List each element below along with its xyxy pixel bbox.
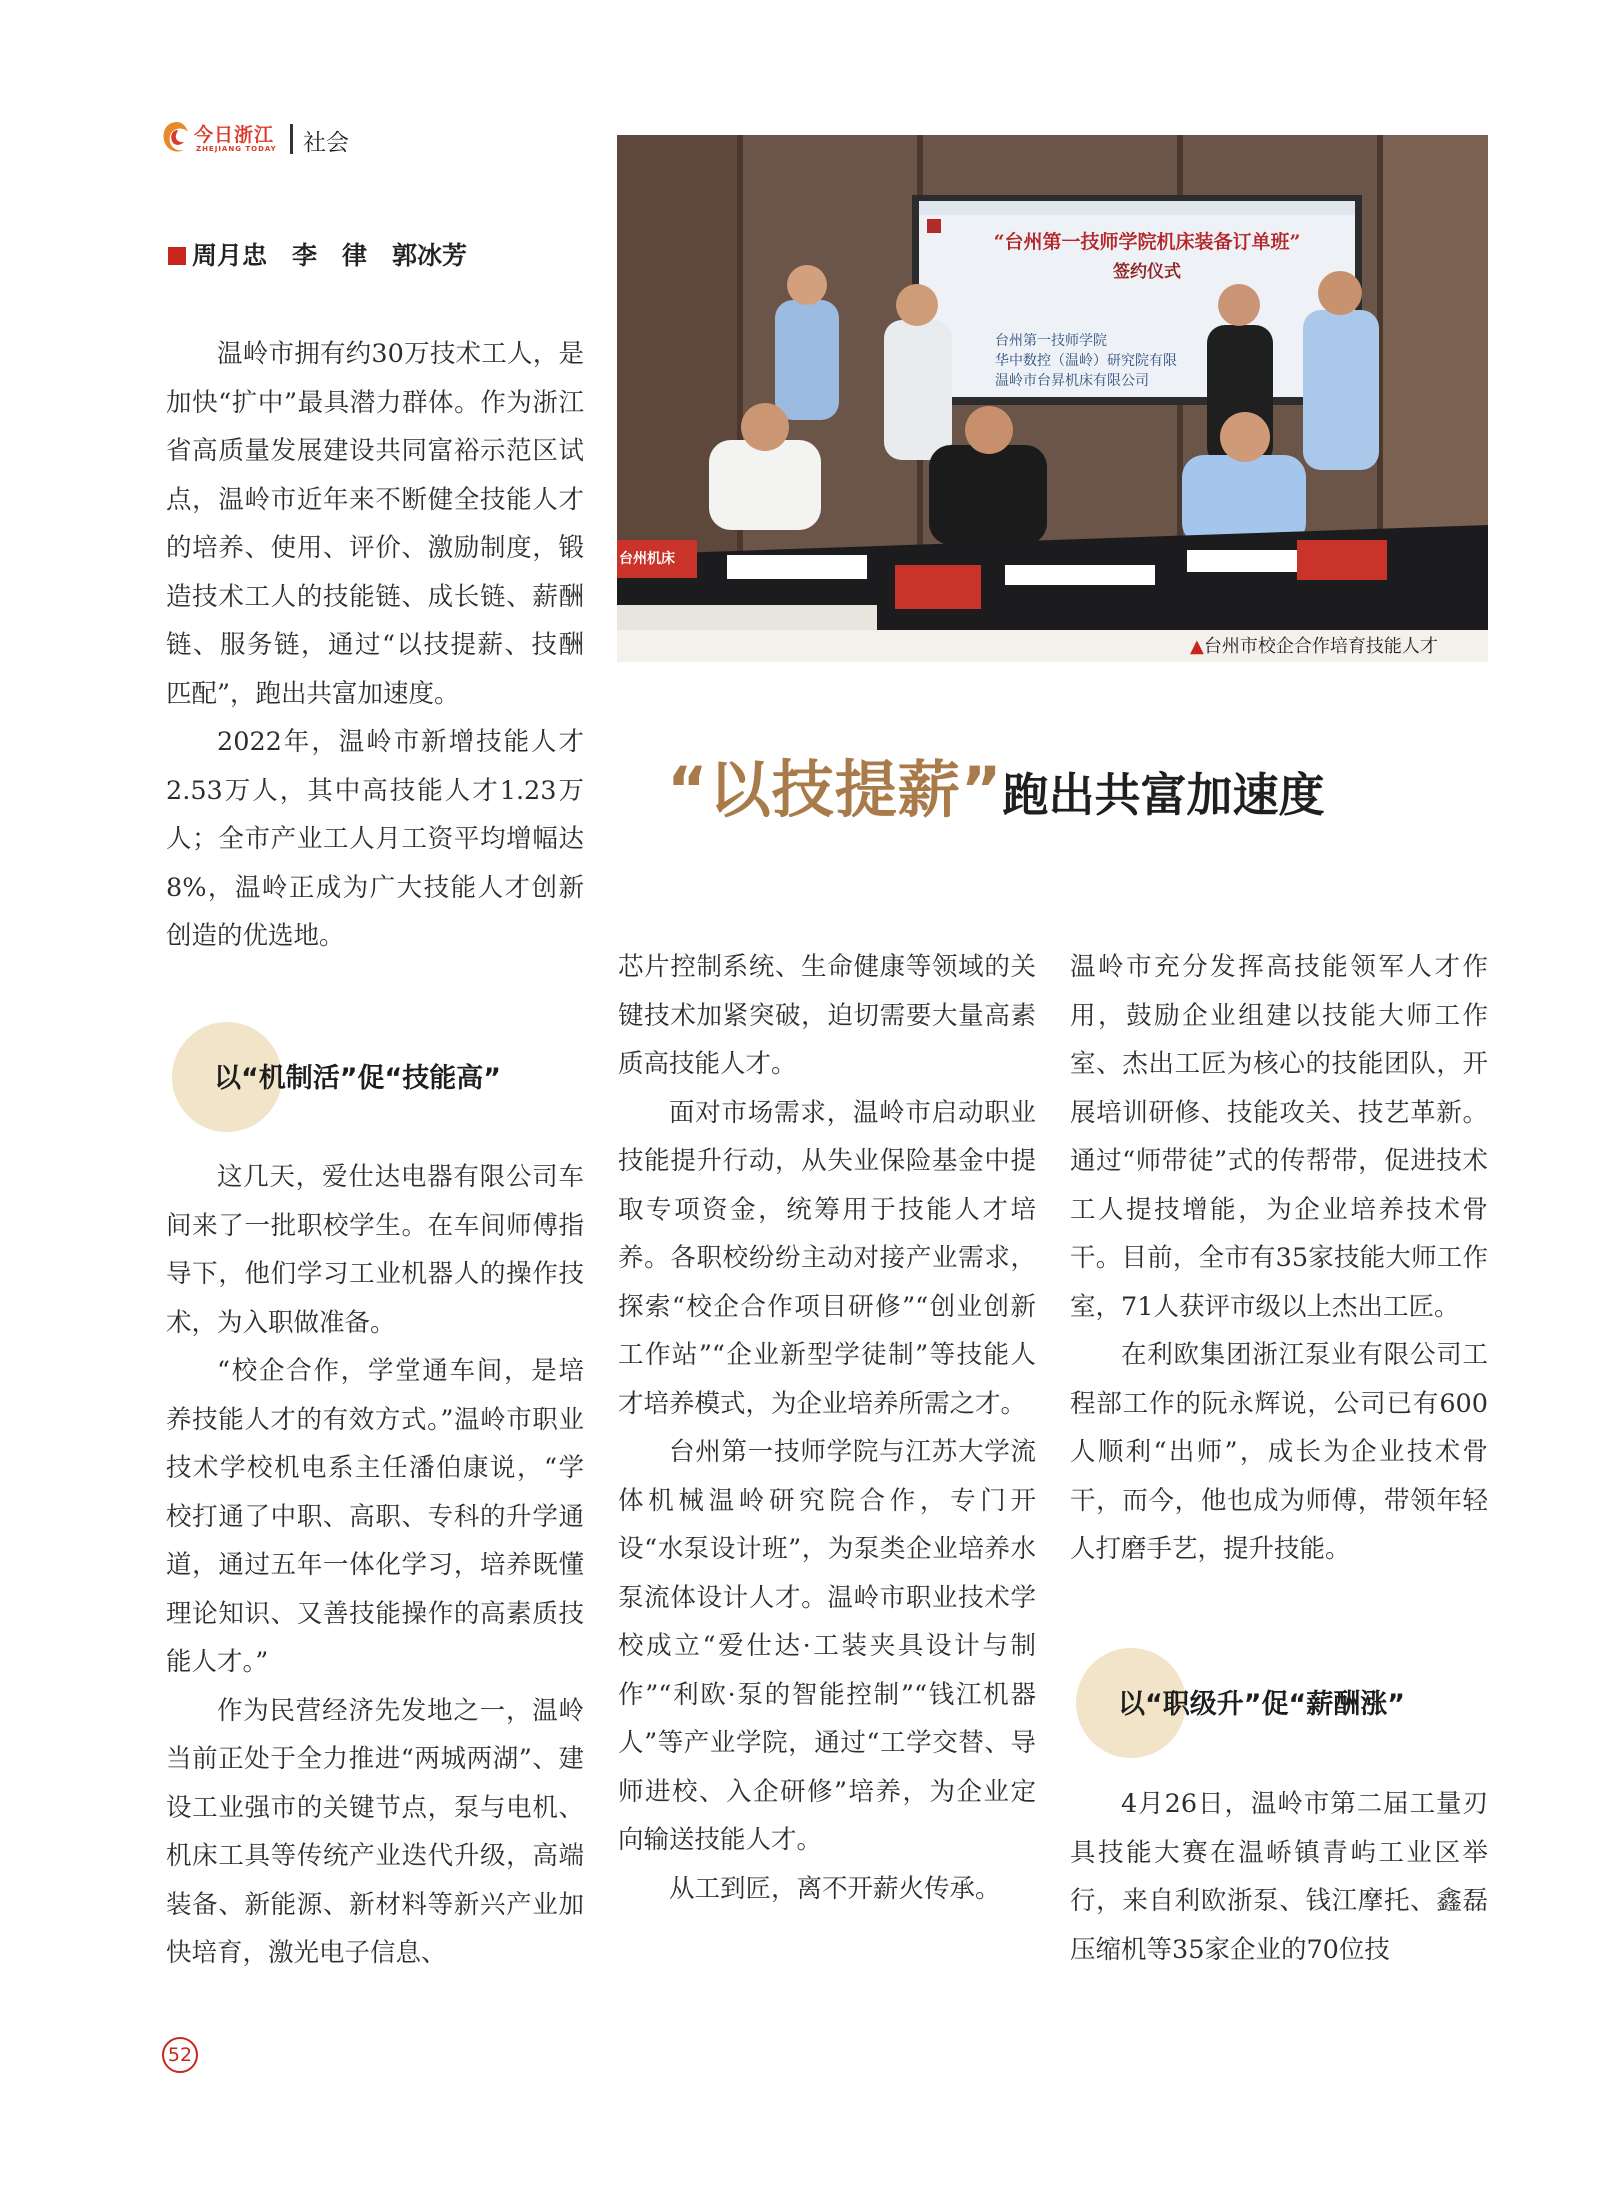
table-name-card: 台州机床	[619, 551, 675, 567]
headline-quoted: “以技提薪”	[667, 753, 1003, 826]
column-2	[618, 943, 1036, 1913]
caption-triangle-icon: ▲	[1190, 636, 1204, 657]
column-3-bottom	[1070, 1780, 1488, 1974]
banner-subtitle: 签约仪式	[1113, 262, 1181, 282]
header-divider	[290, 124, 293, 154]
byline	[168, 236, 467, 272]
logo-text: 今日浙江	[194, 124, 275, 146]
paragraph: 温岭市拥有约30万技术工人，是加快“扩中”最具潜力群体。作为浙江省高质量发展建设共同富裕示范区试点，温岭市近年来不断健全技能人才的培养、使用、评价、激励制度，锻造技术工人的技能链、成长链、薪酬链、服务链，通过“以技提薪、技酬匹配”，跑出共富加速度。	[166, 339, 584, 709]
headline-rest: 跑出共富加速度	[1002, 768, 1325, 822]
paragraph: 4月26日，温岭市第二届工量刃具技能大赛在温峤镇青屿工业区举行，来自利欧浙泵、钱江摩托、鑫磊压缩机等35家企业的70位技	[1070, 1789, 1488, 1965]
byline-square-icon	[168, 247, 186, 265]
section-label: 社会	[303, 130, 349, 156]
byline-authors: 周月忠 李 律 郭冰芳	[192, 241, 468, 270]
logo-subtext: ZHEJIANG TODAY	[196, 145, 277, 153]
subhead-text: 以“机制活”促“技能高”	[214, 1063, 501, 1094]
paragraph: 2022年，温岭市新增技能人才2.53万人，其中高技能人才1.23万人；全市产业工人月工资平均增幅达8%，温岭正成为广大技能人才创新创造的优选地。	[166, 727, 584, 951]
banner-orgs	[995, 331, 1177, 391]
paragraph: 从工到匠，离不开薪火传承。	[669, 1873, 1001, 1904]
column-3-top	[1070, 943, 1488, 1574]
signing-ceremony-photo	[617, 135, 1488, 662]
caption-text: 台州市校企合作培育技能人才	[1203, 636, 1438, 657]
column-1-top	[166, 330, 584, 961]
page-number: 52	[162, 2037, 198, 2073]
paragraph: 面对市场需求，温岭市启动职业技能提升行动，从失业保险基金中提取专项资金，统筹用于技能人才培养。各职校纷纷主动对接产业需求，探索“校企合作项目研修”“创业创新工作站”“企业新型学徒制”等技能人才培养模式，为企业培养所需之才。	[618, 1097, 1036, 1419]
article-headline	[667, 740, 1325, 829]
banner-org: 温岭市台昇机床有限公司	[995, 373, 1149, 389]
column-1-bottom	[166, 1153, 584, 1978]
paragraph: 芯片控制系统、生命健康等领域的关键技术加紧突破，迫切需要大量高素质高技能人才。	[618, 952, 1036, 1079]
photo-caption	[1190, 632, 1438, 658]
logo-swirl-icon	[160, 118, 194, 158]
paragraph: 在利欧集团浙江泵业有限公司工程部工作的阮永辉说，公司已有600人顺利“出师”，成长为企业技术骨干，而今，他也成为师傅，带领年轻人打磨手艺，提升技能。	[1070, 1340, 1488, 1564]
paragraph: 台州第一技师学院与江苏大学流体机械温岭研究院合作，专门开设“水泵设计班”，为泵类企业培养水泵流体设计人才。温岭市职业技术学校成立“爱仕达·工装夹具设计与制作”“利欧·泵的智能控制”“钱江机器人”等产业学院，通过“工学交替、导师进校、入企研修”培养，为企业定向输送技能人才。	[618, 1437, 1036, 1855]
subhead-text: 以“职级升”促“薪酬涨”	[1118, 1689, 1405, 1720]
paragraph: 温岭市充分发挥高技能领军人才作用，鼓励企业组建以技能大师工作室、杰出工匠为核心的技能团队，开展培训研修、技能攻关、技艺革新。通过“师带徒”式的传帮带，促进技术工人提技增能，为企业培养技术骨干。目前，全市有35家技能大师工作室，71人获评市级以上杰出工匠。	[1070, 952, 1488, 1322]
banner-title: “台州第一技师学院机床装备订单班”	[993, 231, 1301, 253]
banner-org: 台州第一技师学院	[995, 333, 1107, 349]
paragraph: 这几天，爱仕达电器有限公司车间来了一批职校学生。在车间师傅指导下，他们学习工业机器人的操作技术，为入职做准备。	[166, 1162, 584, 1338]
banner-org: 华中数控（温岭）研究院有限	[995, 353, 1177, 369]
paragraph: 作为民营经济先发地之一，温岭当前正处于全力推进“两城两湖”、建设工业强市的关键节点，泵与电机、机床工具等传统产业迭代升级，高端装备、新能源、新材料等新兴产业加快培育，激光电子信息、	[166, 1695, 584, 1968]
paragraph: “校企合作，学堂通车间，是培养技能人才的有效方式。”温岭市职业技术学校机电系主任潘伯康说，“学校打通了中职、高职、专科的升学通道，通过五年一体化学习，培养既懂理论知识、又善技能操作的高素质技能人才。”	[166, 1356, 584, 1677]
